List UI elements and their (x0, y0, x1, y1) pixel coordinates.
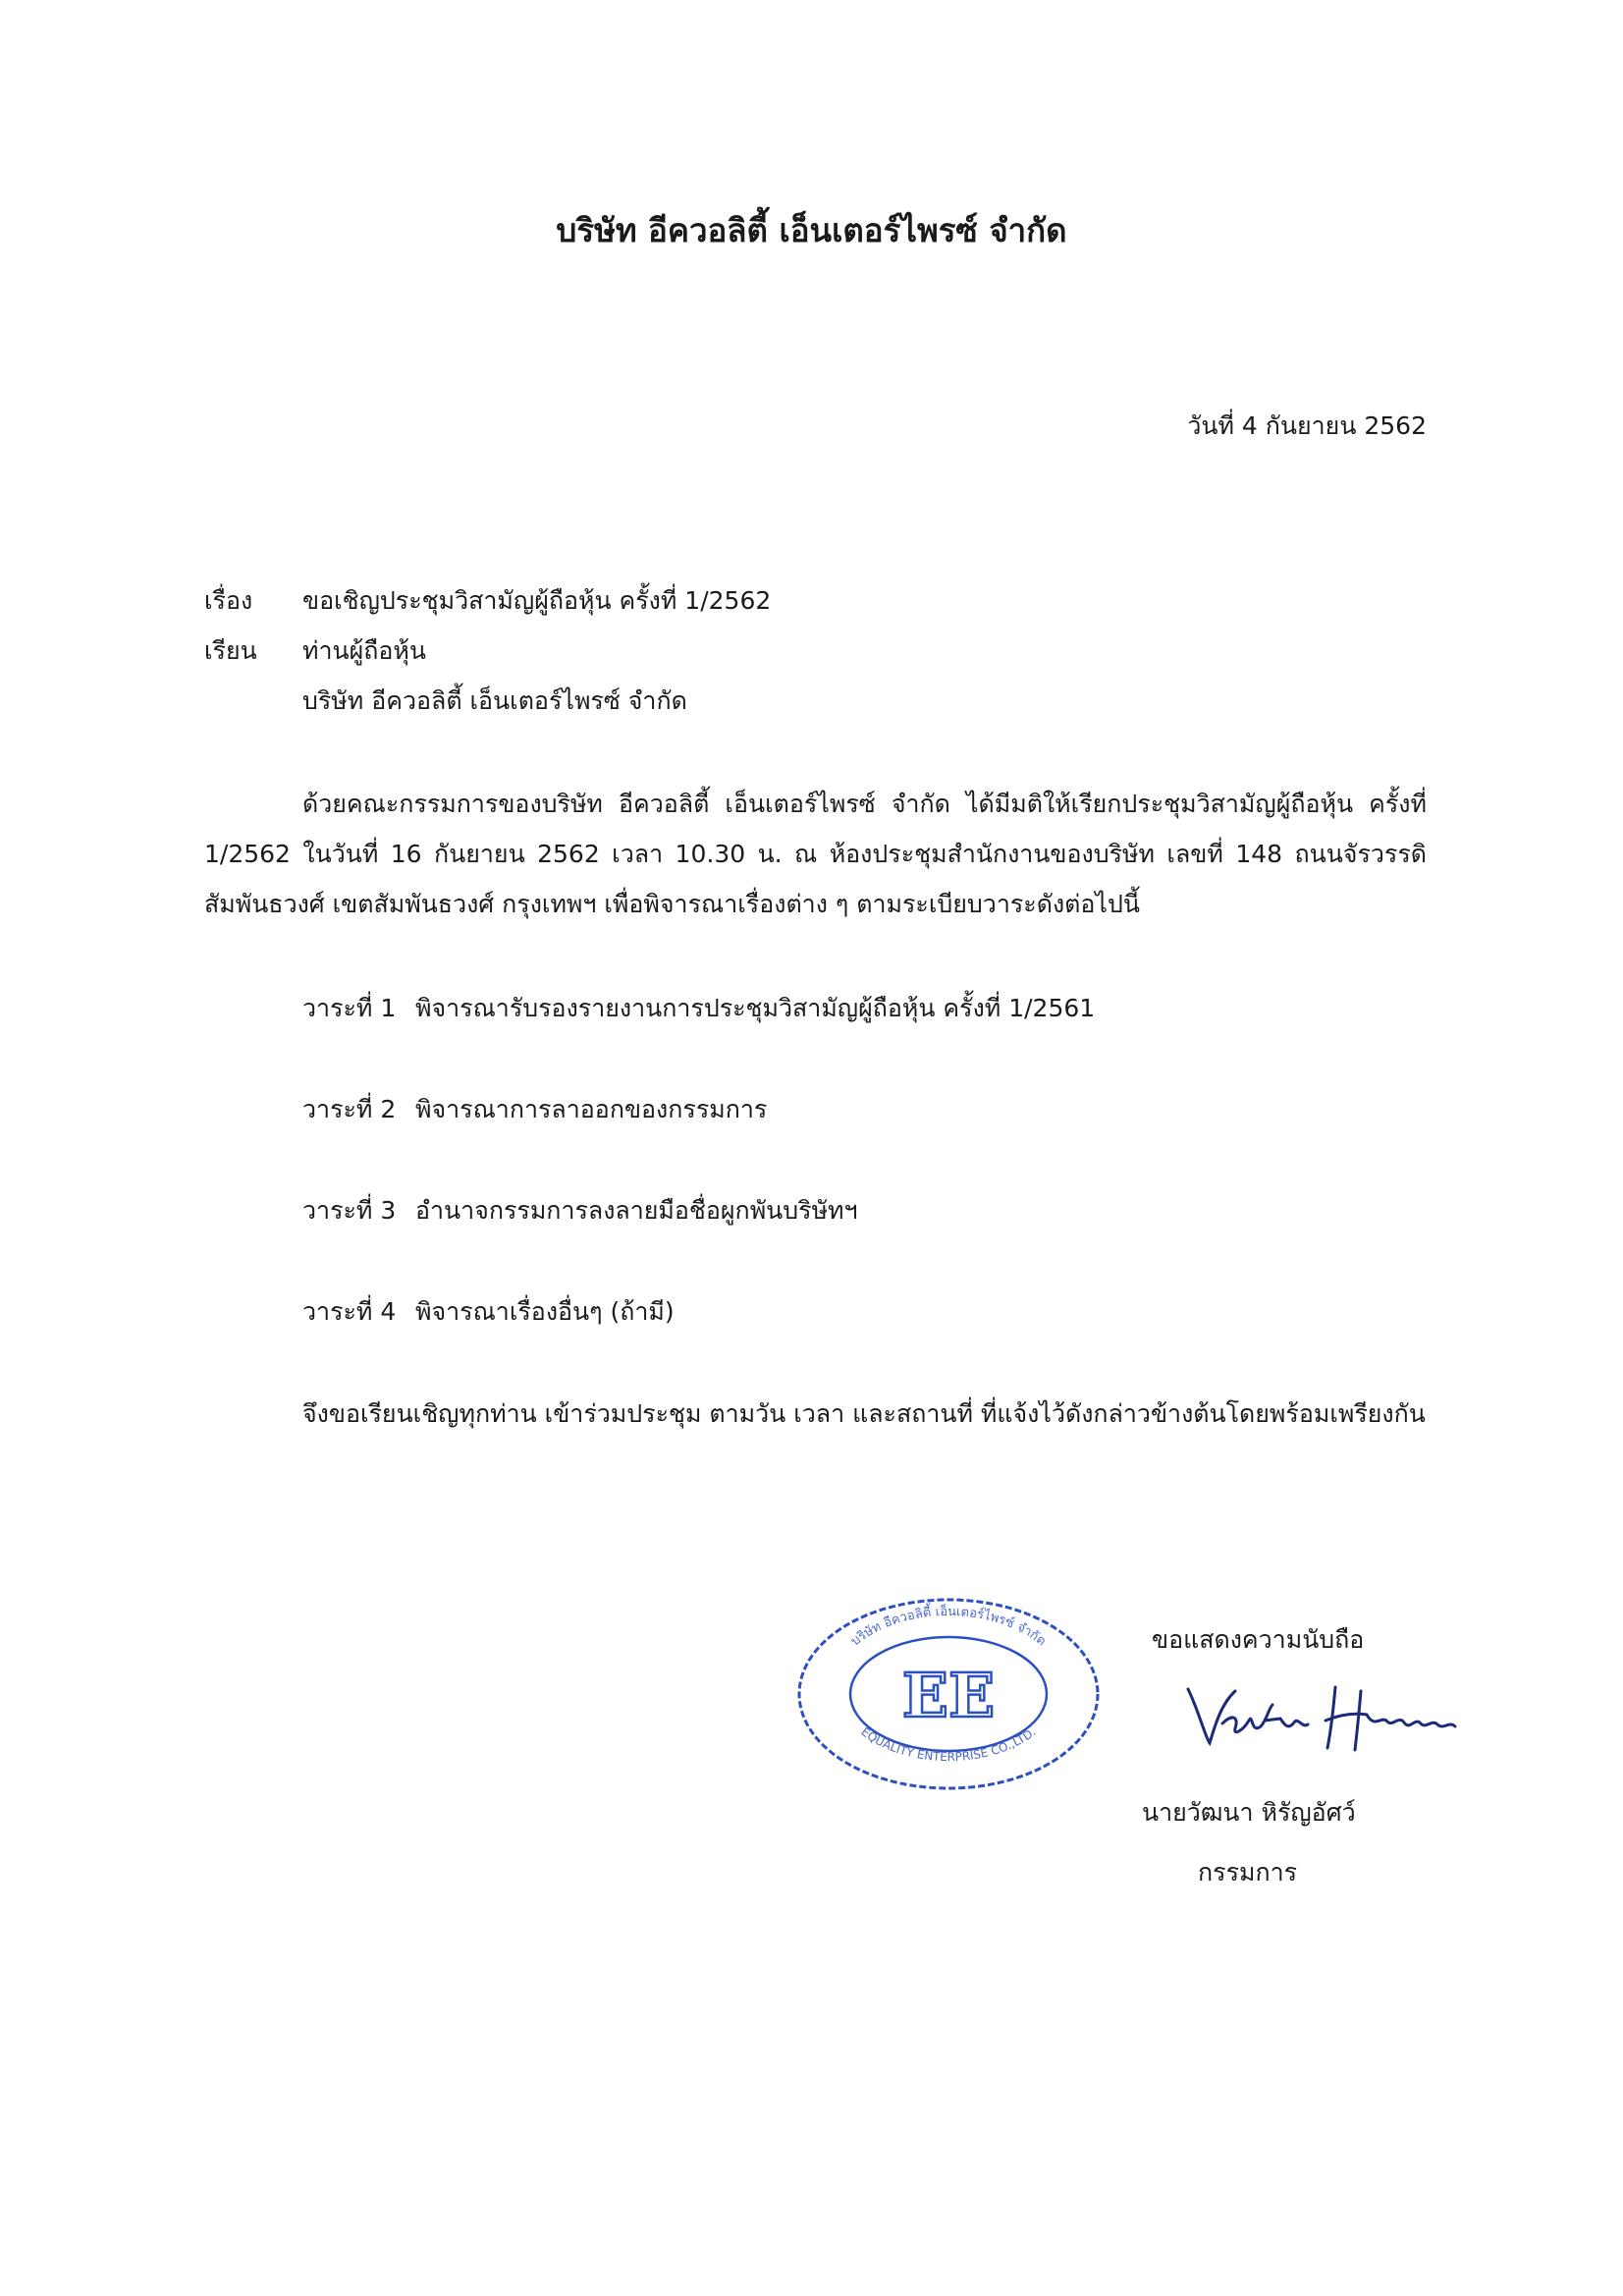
agenda-text: พิจารณาการลาออกของกรรมการ (415, 1095, 768, 1123)
subject-label: เรื่อง (204, 586, 253, 615)
agenda-item (302, 1090, 767, 1129)
company-title: บริษัท อีควอลิตี้ เอ็นเตอร์ไพรซ์ จำกัด (556, 211, 1067, 249)
recipient-label: เรียน (204, 636, 257, 665)
agenda-number: วาระที่ 4 (302, 1297, 397, 1326)
agenda-text: พิจารณารับรองรายงานการประชุมวิสามัญผู้ถือหุ้น ครั้งที่ 1/2561 (415, 994, 1096, 1022)
handwritten-signature (1178, 1669, 1463, 1758)
letter-date: วันที่ 4 กันยายน 2562 (1187, 411, 1427, 440)
agenda-text: อำนาจกรรมการลงลายมือชื่อผูกพันบริษัทฯ (415, 1196, 858, 1225)
agenda-item (302, 1191, 858, 1230)
recipient-line-2: บริษัท อีควอลิตี้ เอ็นเตอร์ไพรซ์ จำกัด (302, 686, 687, 715)
body-paragraph: ด้วยคณะกรรมการของบริษัท อีควอลิตี้ เอ็นเตอร์ไพรซ์ จำกัด ได้มีมติให้เรียกประชุมวิสามัญผู้ถือหุ้น ครั้งที่ 1/2562 ในวันที่ 16 กันยายน 2562 เวลา 10.30 น. ณ ห้องประชุมสำนักงานของบริษัท เลขที่ 148 ถนนจัรวรรดิ สัมพันธวงศ์ เขตสัมพันธวงศ์ กรุงเทพฯ เพื่อพิจารณาเรื่องต่าง ๆ ตามระเบียบวาระดังต่อไปนี้ (204, 790, 1427, 918)
agenda-number: วาระที่ 2 (302, 1095, 397, 1123)
company-stamp (791, 1591, 1106, 1797)
recipient-line-1: ท่านผู้ถือหุ้น (302, 636, 426, 665)
regards-text: ขอแสดงความนับถือ (1152, 1625, 1365, 1654)
closing-sentence: จึงขอเรียนเชิญทุกท่าน เข้าร่วมประชุม ตามวัน เวลา และสถานที่ ที่แจ้งไว้ดังกล่าวข้างต้นโดยพร้อมเพรียงกัน (302, 1399, 1426, 1428)
svg-text:บริษัท อีควอลิตี้ เอ็นเตอร์ไพร (848, 1602, 1049, 1649)
stamp-bottom-text: EQUALITY ENTERPRISE CO.,LTD. (858, 1724, 1039, 1765)
stamp-monogram: EE (901, 1660, 996, 1731)
agenda-item (302, 1292, 675, 1332)
agenda-text: พิจารณาเรื่องอื่นๆ (ถ้ามี) (415, 1297, 675, 1326)
agenda-number: วาระที่ 3 (302, 1196, 397, 1225)
subject-text: ขอเชิญประชุมวิสามัญผู้ถือหุ้น ครั้งที่ 1/2562 (302, 586, 772, 615)
signatory-position: กรรมการ (1198, 1858, 1298, 1886)
stamp-top-text: บริษัท อีควอลิตี้ เอ็นเตอร์ไพรซ์ จำกัด (848, 1604, 1049, 1650)
signatory-name: นายวัฒนา หิรัญอัศว์ (1142, 1798, 1356, 1827)
agenda-number: วาระที่ 1 (302, 994, 397, 1022)
agenda-item (302, 989, 1095, 1028)
